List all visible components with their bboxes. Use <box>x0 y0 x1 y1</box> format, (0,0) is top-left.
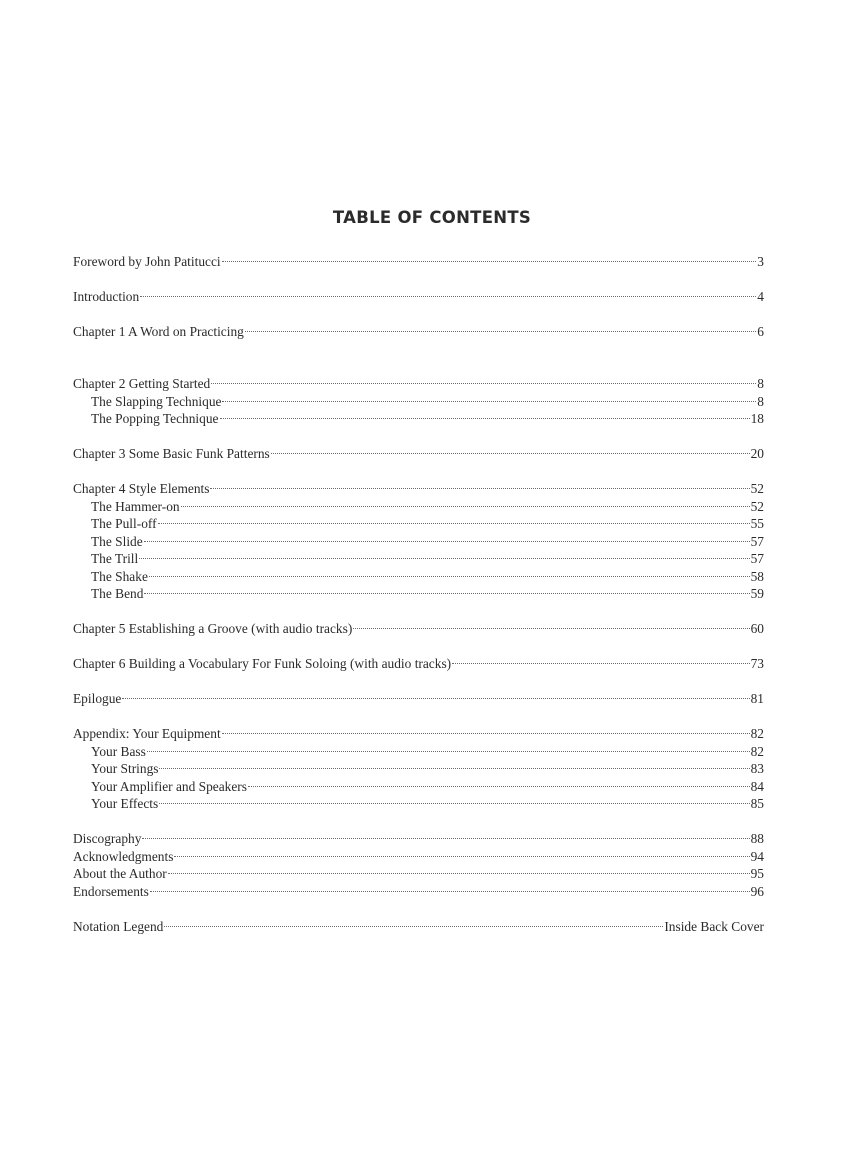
toc-entry-page: 52 <box>750 498 764 514</box>
toc-entry-discography[interactable] <box>73 826 764 844</box>
dot-leader <box>142 826 749 844</box>
toc-entry-page: 73 <box>750 656 764 671</box>
table-of-contents <box>73 248 764 934</box>
toc-subentry-your-effects[interactable] <box>73 791 764 809</box>
toc-entry-about-author[interactable] <box>73 861 764 879</box>
toc-entry-page: 82 <box>750 726 764 741</box>
dot-leader <box>140 283 756 301</box>
toc-entry-label: The Trill <box>91 551 139 566</box>
toc-entry-page: 94 <box>750 848 764 864</box>
toc-entry-page: 81 <box>750 691 764 706</box>
dot-leader <box>159 756 749 774</box>
toc-subentry-your-strings[interactable] <box>73 756 764 774</box>
toc-entry-label: Foreword by John Patitucci <box>73 253 221 269</box>
toc-subentry-amplifier-speakers[interactable] <box>73 773 764 794</box>
dot-leader <box>248 773 750 791</box>
toc-entry-page: 4 <box>757 288 764 304</box>
toc-entry-chapter-4[interactable] <box>73 476 764 494</box>
dot-leader <box>122 686 749 704</box>
toc-entry-appendix[interactable] <box>73 721 764 739</box>
dot-leader <box>271 441 750 459</box>
toc-entry-page: 85 <box>750 796 764 811</box>
toc-entry-page: 18 <box>750 411 764 426</box>
toc-entry-acknowledgments[interactable] <box>73 843 764 864</box>
toc-entry-label: Notation Legend <box>73 918 164 934</box>
toc-subentry-your-bass[interactable] <box>73 738 764 759</box>
toc-entry-page: 88 <box>750 831 764 846</box>
dot-leader <box>159 791 749 809</box>
toc-entry-page: 8 <box>757 376 764 391</box>
toc-entry-introduction[interactable] <box>73 283 764 304</box>
toc-entry-endorsements[interactable] <box>73 878 764 899</box>
toc-entry-page: 57 <box>750 533 764 549</box>
dot-leader <box>144 581 749 599</box>
toc-entry-page: 3 <box>757 253 764 269</box>
toc-entry-page: 55 <box>750 516 764 531</box>
toc-entry-page: 8 <box>757 393 764 409</box>
toc-entry-label: Chapter 3 Some Basic Funk Patterns <box>73 446 270 461</box>
dot-leader <box>245 318 756 336</box>
toc-entry-label: Epilogue <box>73 691 122 706</box>
toc-entry-label: Introduction <box>73 288 140 304</box>
toc-entry-label: Chapter 6 Building a Vocabulary For Funk Soloing (with audio tracks) <box>73 656 452 671</box>
toc-entry-label: The Hammer-on <box>91 498 180 514</box>
toc-entry-page: 57 <box>750 551 764 566</box>
toc-subentry-bend[interactable] <box>73 581 764 599</box>
dot-leader <box>147 738 750 756</box>
toc-entry-page: 83 <box>750 761 764 776</box>
toc-entry-page: 82 <box>750 743 764 759</box>
toc-entry-label: The Slapping Technique <box>91 393 222 409</box>
toc-entry-label: The Bend <box>91 586 144 601</box>
dot-leader <box>164 913 663 931</box>
dot-leader <box>210 476 749 494</box>
dot-leader <box>174 843 749 861</box>
dot-leader <box>144 528 750 546</box>
dot-leader <box>353 616 749 634</box>
toc-entry-page: 59 <box>750 586 764 601</box>
toc-entry-label: The Slide <box>91 533 143 549</box>
dot-leader <box>158 511 750 529</box>
toc-subentry-pull-off[interactable] <box>73 511 764 529</box>
toc-entry-label: Your Bass <box>91 743 146 759</box>
toc-entry-page: 20 <box>750 446 764 461</box>
toc-entry-chapter-3[interactable] <box>73 441 764 459</box>
toc-entry-label: Your Amplifier and Speakers <box>91 778 247 794</box>
toc-entry-chapter-2[interactable] <box>73 371 764 389</box>
toc-entry-label: Chapter 4 Style Elements <box>73 481 210 496</box>
toc-entry-label: Acknowledgments <box>73 848 174 864</box>
dot-leader <box>150 878 750 896</box>
toc-entry-label: Endorsements <box>73 883 149 899</box>
toc-entry-chapter-1[interactable] <box>73 318 764 339</box>
dot-leader <box>222 721 750 739</box>
toc-entry-page: 95 <box>750 866 764 881</box>
toc-entry-page: 96 <box>750 883 764 899</box>
toc-entry-label: Your Effects <box>91 796 159 811</box>
toc-entry-page: 58 <box>750 568 764 584</box>
toc-entry-foreword[interactable] <box>73 248 764 269</box>
toc-entry-page: 52 <box>750 481 764 496</box>
toc-entry-label: About the Author <box>73 866 167 881</box>
toc-entry-epilogue[interactable] <box>73 686 764 704</box>
dot-leader <box>181 493 750 511</box>
toc-entry-label: The Popping Technique <box>91 411 219 426</box>
dot-leader <box>139 546 749 564</box>
toc-entry-chapter-6[interactable] <box>73 651 764 669</box>
toc-entry-page: 6 <box>757 323 764 339</box>
dot-leader <box>220 406 750 424</box>
toc-entry-label: Chapter 2 Getting Started <box>73 376 211 391</box>
toc-entry-chapter-5[interactable] <box>73 616 764 634</box>
dot-leader <box>211 371 756 389</box>
toc-entry-label: Discography <box>73 831 142 846</box>
toc-entry-label: Chapter 5 Establishing a Groove (with audio tracks) <box>73 621 353 636</box>
page-title: TABLE OF CONTENTS <box>332 208 532 228</box>
toc-entry-label: The Pull-off <box>91 516 157 531</box>
dot-leader <box>222 248 757 266</box>
toc-entry-page: Inside Back Cover <box>664 918 764 934</box>
toc-entry-label: Chapter 1 A Word on Practicing <box>73 323 244 339</box>
toc-subentry-shake[interactable] <box>73 563 764 584</box>
dot-leader <box>149 563 750 581</box>
toc-entry-page: 84 <box>750 778 764 794</box>
dot-leader <box>222 388 756 406</box>
dot-leader <box>452 651 749 669</box>
toc-subentry-slide[interactable] <box>73 528 764 549</box>
toc-subentry-trill[interactable] <box>73 546 764 564</box>
toc-entry-label: The Shake <box>91 568 148 584</box>
toc-entry-label: Your Strings <box>91 761 159 776</box>
toc-entry-label: Appendix: Your Equipment <box>73 726 221 741</box>
toc-entry-page: 60 <box>750 621 764 636</box>
toc-entry-notation-legend[interactable] <box>73 913 764 934</box>
dot-leader <box>168 861 750 879</box>
